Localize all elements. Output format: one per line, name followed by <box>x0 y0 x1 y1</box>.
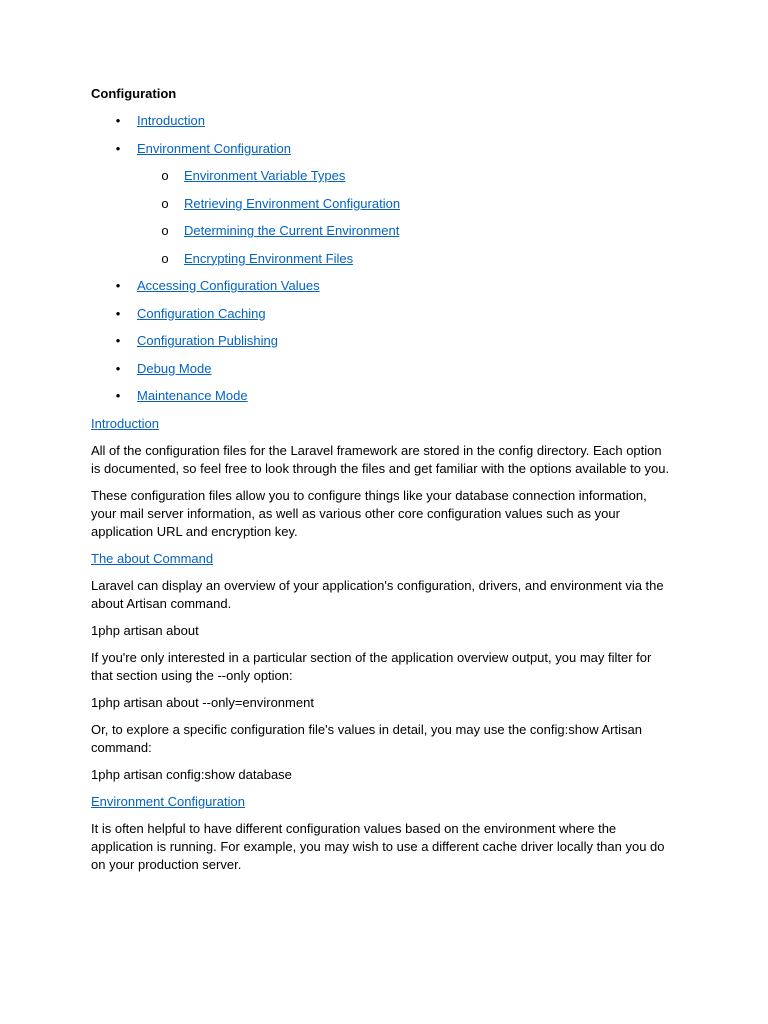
circle-bullet-icon: o <box>161 223 169 238</box>
toc-link-retrieving-environment-configuration[interactable]: Retrieving Environment Configuration <box>184 195 401 211</box>
toc-link-accessing-configuration-values[interactable]: Accessing Configuration Values <box>137 278 320 293</box>
introduction-heading-link[interactable]: Introduction <box>91 415 159 431</box>
about-paragraph-1: Laravel can display an overview of your application's configuration, drivers, and environment via the about Artisan command. <box>91 577 664 611</box>
bullet-icon: • <box>115 113 121 128</box>
toc-link-debug-mode[interactable]: Debug Mode <box>137 360 212 376</box>
bullet-icon: • <box>115 140 121 156</box>
toc-link-introduction[interactable]: Introduction <box>137 113 205 128</box>
bullet-icon: • <box>115 333 121 348</box>
toc-link-environment-configuration[interactable]: Environment Configuration <box>137 140 291 156</box>
toc-item-accessing-configuration-values <box>91 277 671 305</box>
table-of-contents <box>91 112 671 415</box>
code-snippet-about-only: 1php artisan about --only=environment <box>91 694 314 710</box>
circle-bullet-icon: o <box>161 195 169 211</box>
toc-link-environment-variable-types[interactable]: Environment Variable Types <box>184 168 346 183</box>
toc-item-determining-current-environment <box>91 222 671 250</box>
introduction-paragraph-2: These configuration files allow you to configure things like your database connection information, your mail server information, as well as various other core configuration values such as your application URL and encryption key. <box>91 487 647 539</box>
document-page <box>91 85 671 883</box>
toc-item-environment-variable-types <box>91 167 671 195</box>
bullet-icon: • <box>115 360 121 376</box>
toc-link-determining-current-environment[interactable]: Determining the Current Environment <box>184 223 400 238</box>
about-command-heading-link[interactable]: The about Command <box>91 550 214 566</box>
toc-item-encrypting-environment-files <box>91 250 671 278</box>
toc-item-retrieving-environment-configuration <box>91 195 671 223</box>
about-paragraph-3: Or, to explore a specific configuration file's values in detail, you may use the config:show Artisan command: <box>91 721 642 755</box>
bullet-icon: • <box>115 278 121 293</box>
toc-link-configuration-caching[interactable]: Configuration Caching <box>137 305 266 321</box>
toc-item-introduction <box>91 112 671 140</box>
bullet-icon: • <box>115 388 121 403</box>
environment-paragraph-1: It is often helpful to have different configuration values based on the environment where the application is running. For example, you may wish to use a different cache driver locally than you do on your production server. <box>91 820 665 872</box>
introduction-paragraph-1: All of the configuration files for the Laravel framework are stored in the config directory. Each option is documented, so feel free to look through the files and get familiar with the options available to you. <box>91 442 670 476</box>
toc-item-environment-configuration <box>91 140 671 168</box>
toc-item-configuration-caching <box>91 305 671 333</box>
environment-configuration-heading-link[interactable]: Environment Configuration <box>91 793 245 809</box>
toc-item-debug-mode <box>91 360 671 388</box>
code-snippet-about: 1php artisan about <box>91 622 199 638</box>
bullet-icon: • <box>115 305 121 321</box>
toc-link-encrypting-environment-files[interactable]: Encrypting Environment Files <box>184 250 354 266</box>
toc-link-maintenance-mode[interactable]: Maintenance Mode <box>137 388 248 403</box>
toc-link-configuration-publishing[interactable]: Configuration Publishing <box>137 333 278 348</box>
about-paragraph-2: If you're only interested in a particular section of the application overview output, you may filter for that section using the --only option: <box>91 649 652 683</box>
toc-item-configuration-publishing <box>91 332 671 360</box>
toc-item-maintenance-mode <box>91 387 671 415</box>
circle-bullet-icon: o <box>161 168 169 183</box>
document-title: Configuration <box>91 86 177 101</box>
code-snippet-config-show: 1php artisan config:show database <box>91 766 292 782</box>
circle-bullet-icon: o <box>161 250 169 266</box>
